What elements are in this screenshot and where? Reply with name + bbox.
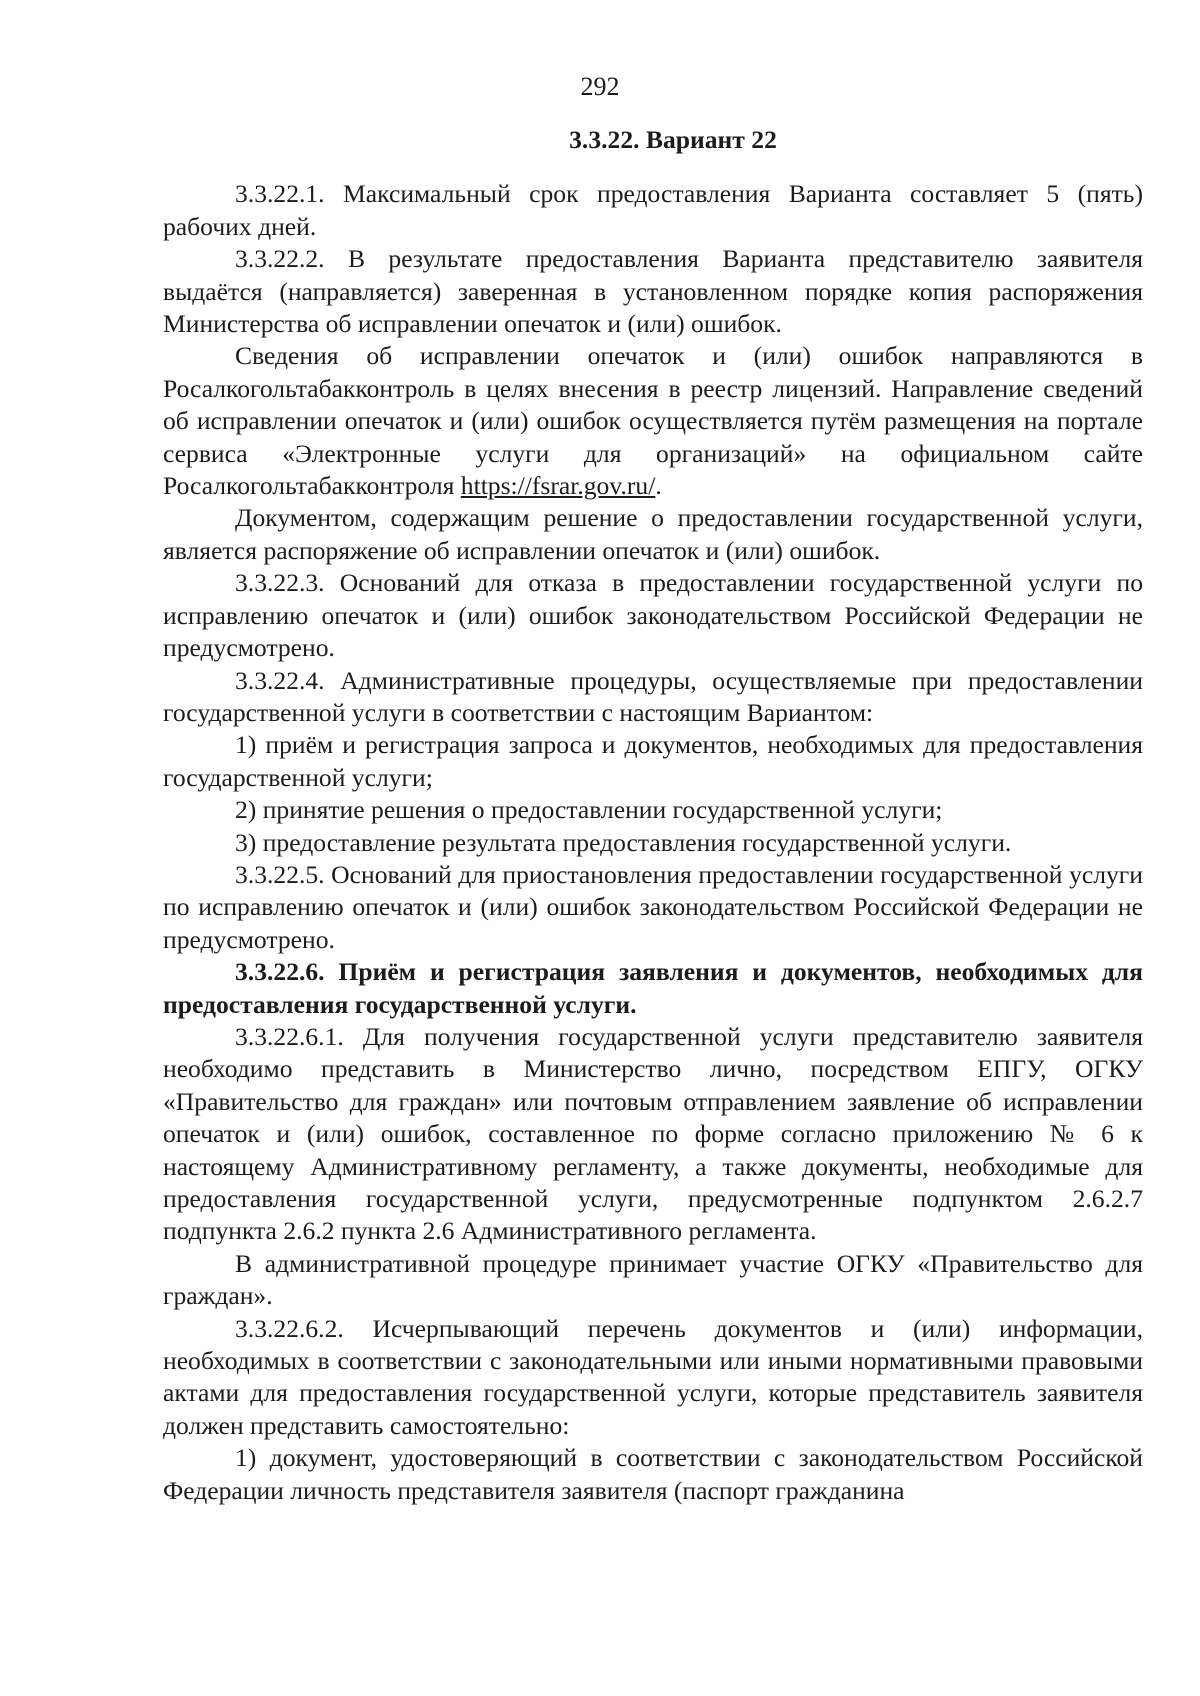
paragraph-3-3-22-6-1: 3.3.22.6.1. Для получения государственной услуги представителю заявителя необходимо представить в Министерство лично, посредством ЕПГУ, ОГКУ «Правительство для граждан» или почтовым отправлением заявление об исправлении опечаток и (или) ошибок, составленное по форме согласно приложению № 6 к настоящему Административному регламенту, а также документы, необходимые для предоставления государственной услуги, предусмотренные подпунктом 2.6.2.7 подпункта 2.6.2 пункта 2.6 Административного регламента.	[163, 1021, 1143, 1246]
paragraph-3-3-22-5: 3.3.22.5. Оснований для приостановления предоставлении государственной услуги по исправлению опечаток и (или) ошибок законодательством Российской Федерации не предусмотрено.	[163, 859, 1143, 954]
paragraph-3-3-22-6-heading: 3.3.22.6. Приём и регистрация заявления и документов, необходимых для предоставления государственной услуги.	[163, 957, 1143, 1019]
page-number: 292	[580, 72, 620, 101]
document-body	[163, 124, 1143, 1507]
paragraph-decision-document: Документом, содержащим решение о предоставлении государственной услуги, является распоряжение об исправлении опечаток и (или) ошибок.	[163, 503, 1143, 565]
list-item-2: 2) принятие решения о предоставлении государственной услуги;	[235, 795, 943, 825]
paragraph-fsrar-end: .	[655, 471, 662, 501]
paragraph-3-3-22-2: 3.3.22.2. В результате предоставления Варианта представителю заявителя выдаётся (направляется) заверенная в установленном порядке копия распоряжения Министерства об исправлении опечаток и (или) ошибок.	[163, 244, 1143, 339]
paragraph-3-3-22-3: 3.3.22.3. Оснований для отказа в предоставлении государственной услуги по исправлению опечаток и (или) ошибок законодательством Российской Федерации не предусмотрено.	[163, 568, 1143, 663]
paragraph-3-3-22-4: 3.3.22.4. Административные процедуры, осуществляемые при предоставлении государственной услуги в соответствии с настоящим Вариантом:	[163, 665, 1143, 727]
paragraph-3-3-22-1: 3.3.22.1. Максимальный срок предоставления Варианта составляет 5 (пять) рабочих дней.	[163, 179, 1143, 241]
section-heading: 3.3.22. Вариант 22	[569, 125, 777, 154]
list-item-3: 3) предоставление результата предоставления государственной услуги.	[235, 827, 1012, 857]
paragraph-fsrar-info	[163, 340, 1143, 502]
fsrar-link[interactable]: https://fsrar.gov.ru/	[460, 471, 656, 501]
paragraph-fsrar-text: Сведения об исправлении опечаток и (или) ошибок направляются в Росалкогольтабакконтроль в целях внесения в реестр лицензий. Направление сведений об исправлении опечаток и (или) ошибок осуществляется путём размещения на портале сервиса «Электронные услуги для организаций» на официальном сайте Росалкогольтабакконтроля	[163, 341, 1143, 501]
list-item-1: 1) приём и регистрация запроса и документов, необходимых для предоставления государственной услуги;	[163, 730, 1143, 792]
paragraph-3-3-22-6-2: 3.3.22.6.2. Исчерпывающий перечень документов и (или) информации, необходимых в соответствии с законодательными или иными нормативными правовыми актами для предоставления государственной услуги, которые представитель заявителя должен представить самостоятельно:	[163, 1313, 1143, 1440]
list-item-document-1: 1) документ, удостоверяющий в соответствии с законодательством Российской Федерации личность представителя заявителя (паспорт гражданина	[163, 1443, 1143, 1505]
paragraph-ogku-participation: В административной процедуре принимает участие ОГКУ «Правительство для граждан».	[163, 1248, 1143, 1311]
